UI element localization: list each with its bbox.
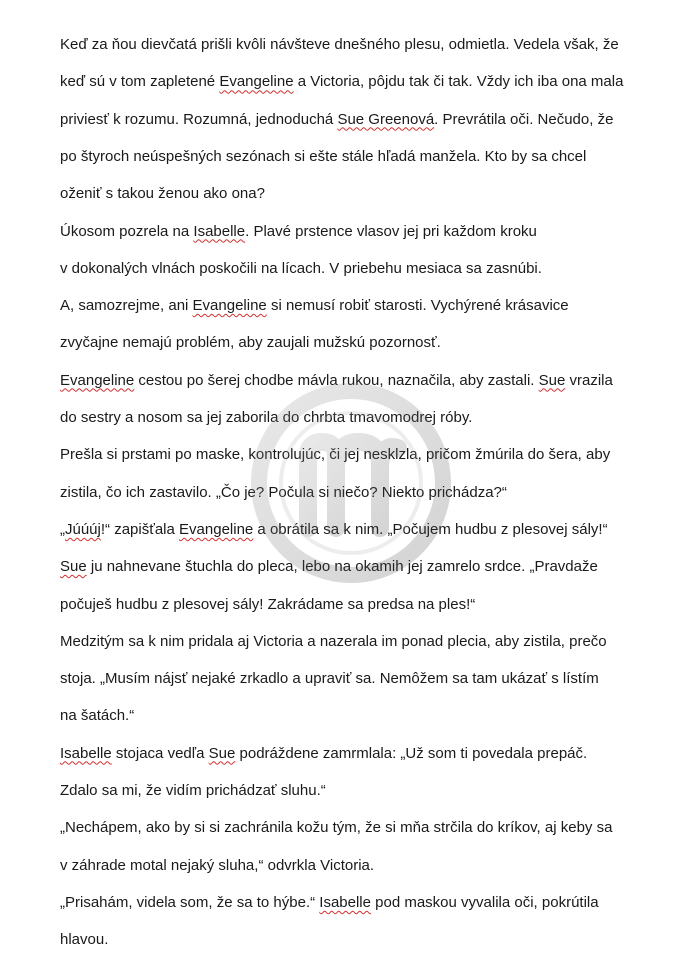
spellcheck-underlined-word: Sue xyxy=(208,744,236,762)
spellcheck-underlined-word: Júúúj xyxy=(65,520,101,538)
text-line xyxy=(60,558,660,576)
text-segment: zvyčajne nemajú problém, aby zaujali mužskú pozornosť. xyxy=(60,334,441,352)
spellcheck-underlined-word: Evangeline xyxy=(192,297,267,315)
spellcheck-underlined-word: Sue xyxy=(538,371,566,389)
text-segment: podráždene zamrmlala: „Už som ti povedala prepáč. xyxy=(235,744,588,762)
text-segment: Medzitým sa k nim pridala aj Victoria a nazerala im ponad plecia, aby zistila, prečo xyxy=(60,632,607,650)
text-segment: ju nahnevane štuchla do pleca, lebo na okamih jej zamrelo srdce. „Pravdaže xyxy=(86,558,598,576)
spellcheck-underlined-word: Isabelle xyxy=(193,222,246,240)
text-line xyxy=(60,521,660,539)
text-line xyxy=(60,334,660,352)
text-segment: keď sú v tom zapletené xyxy=(60,73,220,91)
text-segment: do sestry a nosom sa jej zaborila do chrbta tmavomodrej róby. xyxy=(60,409,473,426)
text-line xyxy=(60,148,660,166)
text-line xyxy=(60,446,660,464)
text-segment: si nemusí robiť starosti. Vychýrené krásavice xyxy=(266,297,569,315)
text-line xyxy=(60,111,660,129)
text-segment: Zdalo sa mi, že vidím prichádzať sluhu.“ xyxy=(60,782,326,799)
text-line xyxy=(60,260,660,278)
text-segment: priviesť k rozumu. Rozumná, jednoduchá xyxy=(60,110,338,128)
text-line xyxy=(60,707,660,725)
spellcheck-underlined-word: Evangeline xyxy=(179,520,254,538)
text-segment: Prešla si prstami po maske, kontrolujúc, či jej nesklzla, pričom žmúrila do šera, aby xyxy=(60,446,611,464)
text-line xyxy=(60,857,660,875)
text-segment: hlavou. xyxy=(60,931,109,949)
spellcheck-underlined-word: Isabelle xyxy=(319,893,371,911)
text-segment: cestou po šerej chodbe mávla rukou, naznačila, aby zastali. xyxy=(134,371,539,389)
text-segment: na šatách.“ xyxy=(60,707,135,725)
text-segment: v záhrade motal nejaký sluha,“ odvrkla Victoria. xyxy=(60,856,375,874)
text-segment: „ xyxy=(60,520,65,538)
text-segment: „Prisahám, videla som, že sa to hýbe.“ xyxy=(60,893,320,911)
text-line xyxy=(60,596,660,614)
text-line xyxy=(60,372,660,390)
text-line xyxy=(60,931,660,949)
text-line xyxy=(60,894,660,912)
text-line xyxy=(60,223,660,241)
text-segment: A, samozrejme, ani xyxy=(60,297,193,315)
spellcheck-underlined-word: Isabelle xyxy=(60,744,112,762)
text-segment: !“ zapišťala xyxy=(100,520,180,538)
text-line xyxy=(60,819,660,837)
text-line xyxy=(60,409,660,427)
text-segment: zistila, čo ich zastavilo. „Čo je? Počula si niečo? Niekto prichádza?“ xyxy=(60,483,507,501)
text-segment: po štyroch neúspešných sezónach si ešte stále hľadá manžela. Kto by sa chcel xyxy=(60,147,587,165)
text-segment: oženiť s takou ženou ako ona? xyxy=(60,185,265,203)
spellcheck-underlined-word: Sue Greenová xyxy=(337,110,435,128)
text-segment: a obrátila sa k nim. „Počujem hudbu z plesovej sály!“ xyxy=(253,520,608,538)
text-segment: a Victoria, pôjdu tak či tak. Vždy ich iba ona mala xyxy=(293,73,624,91)
spellcheck-underlined-word: Evangeline xyxy=(60,371,135,389)
text-segment: Úkosom pozrela na xyxy=(60,222,194,240)
text-line xyxy=(60,36,660,54)
text-segment: pod maskou vyvalila oči, pokrútila xyxy=(370,893,599,911)
spellcheck-underlined-word: Evangeline xyxy=(219,73,294,91)
text-line xyxy=(60,73,660,91)
text-segment: stoja. „Musím nájsť nejaké zrkadlo a upraviť sa. Nemôžem sa tam ukázať s lístím xyxy=(60,670,599,688)
text-line xyxy=(60,670,660,688)
text-segment: počuješ hudbu z plesovej sály! Zakrádame sa predsa na ples!“ xyxy=(60,595,476,613)
text-segment: vrazila xyxy=(565,371,613,389)
text-segment: Keď za ňou dievčatá prišli kvôli návšteve dnešného plesu, odmietla. Vedela však, že xyxy=(60,36,619,53)
text-line xyxy=(60,745,660,763)
spellcheck-underlined-word: Sue xyxy=(60,558,87,576)
text-segment: stojaca vedľa xyxy=(111,744,209,762)
text-segment: „Nechápem, ako by si si zachránila kožu tým, že si mňa strčila do kríkov, aj keby sa xyxy=(60,819,613,837)
text-line xyxy=(60,185,660,203)
text-segment: . Plavé prstence vlasov jej pri každom kroku xyxy=(245,222,537,240)
text-segment: v dokonalých vlnách poskočili na lícach. V priebehu mesiaca sa zasnúbi. xyxy=(60,259,542,277)
text-segment: . Prevrátila oči. Nečudo, že xyxy=(434,110,614,128)
text-line xyxy=(60,484,660,502)
text-line xyxy=(60,633,660,651)
text-line xyxy=(60,782,660,800)
text-line xyxy=(60,297,660,315)
